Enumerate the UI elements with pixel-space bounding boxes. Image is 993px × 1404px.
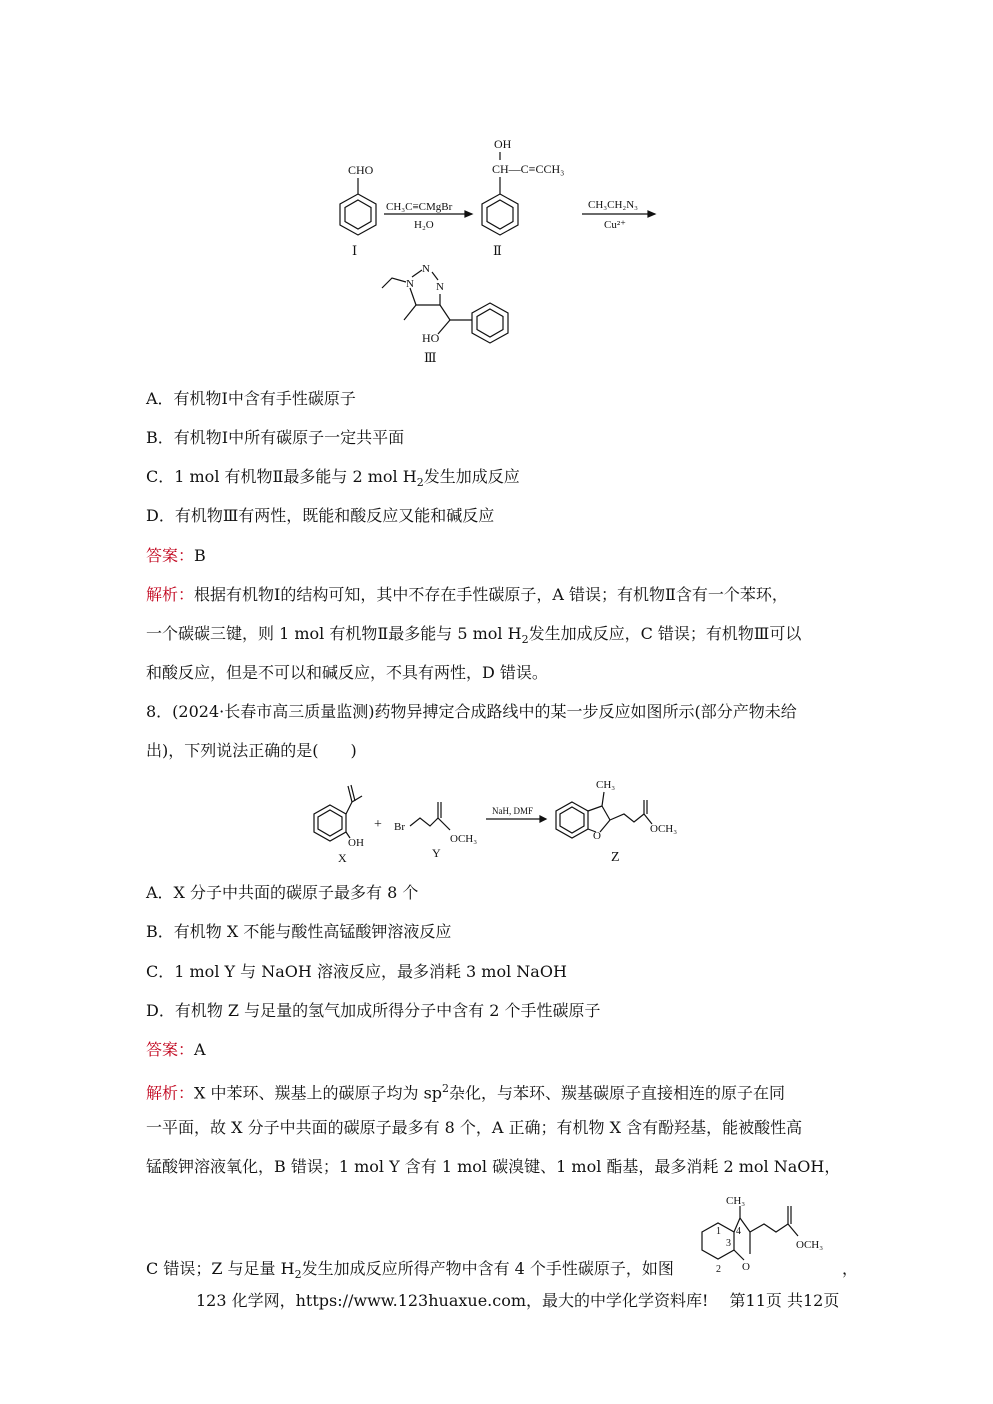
q7-answer-value: B (194, 546, 206, 565)
q7-option-c-sub: 2 (416, 476, 424, 490)
product-och3: OCH₃ (796, 1239, 824, 1251)
q8-answer (146, 1039, 206, 1061)
q8-analysis-end: ， (842, 1259, 859, 1278)
q8-answer-label: 答案： (146, 1040, 195, 1059)
q8-analysis-text-1: X 中苯环、羰基上的碳原子均为 sp (194, 1083, 443, 1103)
product-ch3: CH₃ (726, 1195, 746, 1207)
q8-option-d: D．有机物 Z 与足量的氢气加成所得分子中含有 2 个手性碳原子 (146, 1001, 601, 1020)
product-o: O (742, 1261, 750, 1273)
compound-2-label: Ⅱ (493, 243, 502, 258)
compound-x-structure (314, 785, 364, 865)
compound-y-structure (394, 802, 477, 860)
q7-option-a: A．有机物Ⅰ中含有手性碳原子 (146, 389, 356, 408)
compound-y-br: Br (394, 821, 405, 833)
plus-sign: + (374, 817, 382, 832)
q7-analysis-line-1 (146, 584, 788, 606)
product-n4: 4 (736, 1226, 741, 1237)
compound-1-cho: CHO (348, 163, 374, 177)
product-n2: 2 (716, 1264, 721, 1275)
reaction-arrow-3 (486, 806, 546, 822)
compound-3-n2: N (422, 263, 430, 275)
q8-analysis-label: 解析： (146, 1083, 195, 1103)
q8-option-b: B．有机物 X 不能与酸性高锰酸钾溶液反应 (146, 922, 452, 941)
q7-analysis-text-2: 一个碳碳三键，则 1 mol 有机物Ⅱ最多能与 5 mol H (146, 624, 522, 643)
q7-option-c-tail: 发生加成反应 (423, 467, 520, 486)
q7-answer (146, 545, 206, 567)
q7-analysis-line-3: 和酸反应，但是不可以和碱反应，不具有两性，D 错误。 (146, 663, 548, 682)
step1-condition: H₂O (414, 219, 434, 231)
q8-option-c: C．1 mol Y 与 NaOH 溶液反应，最多消耗 3 mol NaOH (146, 962, 567, 981)
compound-2-chain: CH—C≡CCH₃ (492, 162, 565, 176)
q8-analysis-text-4b: 发生加成反应所得产物中含有 4 个手性碳原子，如图 (301, 1259, 674, 1278)
reaction-scheme-2 (300, 772, 700, 867)
product-structure (680, 1192, 840, 1282)
q8-analysis-text-1b: 杂化，与苯环、羰基碳原子直接相连的原子在同 (449, 1083, 786, 1103)
q7-analysis-label: 解析： (146, 585, 195, 604)
page-footer: 123 化学网，https://www.123huaxue.com，最大的中学化学资料库! 第11页 共12页 (196, 1291, 840, 1310)
q8-analysis-line-3: 锰酸钾溶液氧化，B 错误；1 mol Y 含有 1 mol 碳溴键、1 mol 酯基，最多消耗 2 mol NaOH， (146, 1157, 841, 1176)
q7-option-c (146, 466, 520, 494)
compound-x-label: X (338, 851, 347, 865)
compound-z-label: Z (611, 850, 620, 865)
compound-z-ch3: CH₃ (596, 779, 616, 791)
compound-2-oh: OH (494, 137, 512, 151)
q7-analysis-text-2b: 发生加成反应，C 错误；有机物Ⅲ可以 (528, 624, 802, 643)
compound-3-n1: N (406, 278, 414, 290)
compound-3-ho: HO (422, 331, 440, 345)
step3-reagent: NaH, DMF (492, 806, 534, 816)
compound-3-label: Ⅲ (424, 350, 437, 365)
q7-option-d: D．有机物Ⅲ有两性，既能和酸反应又能和碱反应 (146, 506, 495, 525)
q7-option-c-text: C．1 mol 有机物Ⅱ最多能与 2 mol H (146, 467, 417, 486)
q8-answer-value: A (194, 1040, 206, 1059)
q8-analysis-line-4 (146, 1258, 674, 1286)
compound-z-och3: OCH₃ (650, 823, 678, 835)
compound-1-label: Ⅰ (352, 243, 358, 258)
compound-3-structure (382, 263, 508, 365)
compound-1-structure (340, 163, 376, 258)
q8-analysis-line-2: 一平面，故 X 分子中共面的碳原子最多有 8 个，A 正确；有机物 X 含有酚羟基，能被酸性高 (146, 1118, 803, 1137)
q8-analysis-sup: 2 (442, 1082, 450, 1095)
compound-y-och3: OCH₃ (450, 833, 478, 845)
compound-y-label: Y (432, 846, 441, 860)
compound-z-structure (556, 779, 677, 865)
product-n3: 3 (726, 1238, 731, 1249)
q7-answer-label: 答案： (146, 546, 195, 565)
compound-x-oh: OH (348, 837, 364, 849)
q8-stem-line-2: 出)，下列说法正确的是( ) (146, 741, 357, 760)
step2-reagent: CH₃CH₂N₃ (588, 199, 639, 211)
step1-reagent: CH₃C≡CMgBr (386, 201, 453, 213)
reaction-arrow-1 (384, 201, 472, 231)
q7-analysis-sub: 2 (521, 633, 529, 647)
product-n1: 1 (716, 1226, 721, 1237)
q7-analysis-text-1: 根据有机物Ⅰ的结构可知，其中不存在手性碳原子，A 错误；有机物Ⅱ含有一个苯环， (194, 585, 788, 604)
reaction-scheme-1 (300, 130, 700, 375)
compound-z-o: O (593, 830, 601, 842)
q8-analysis-line-1 (146, 1078, 785, 1104)
compound-3-n3: N (436, 281, 444, 293)
q8-option-a: A．X 分子中共面的碳原子最多有 8 个 (146, 883, 419, 902)
q7-analysis-line-2 (146, 623, 801, 651)
reaction-arrow-2 (582, 199, 655, 231)
q8-stem-line-1: 8．(2024·长春市高三质量监测)药物异搏定合成路线中的某一步反应如图所示(部分产物未给 (146, 702, 797, 721)
q7-option-b: B．有机物Ⅰ中所有碳原子一定共平面 (146, 428, 405, 447)
q8-analysis-text-4: C 错误；Z 与足量 H (146, 1259, 295, 1278)
compound-2-structure (482, 137, 564, 258)
step2-condition: Cu²⁺ (604, 219, 626, 231)
q8-analysis-sub: 2 (294, 1268, 302, 1282)
